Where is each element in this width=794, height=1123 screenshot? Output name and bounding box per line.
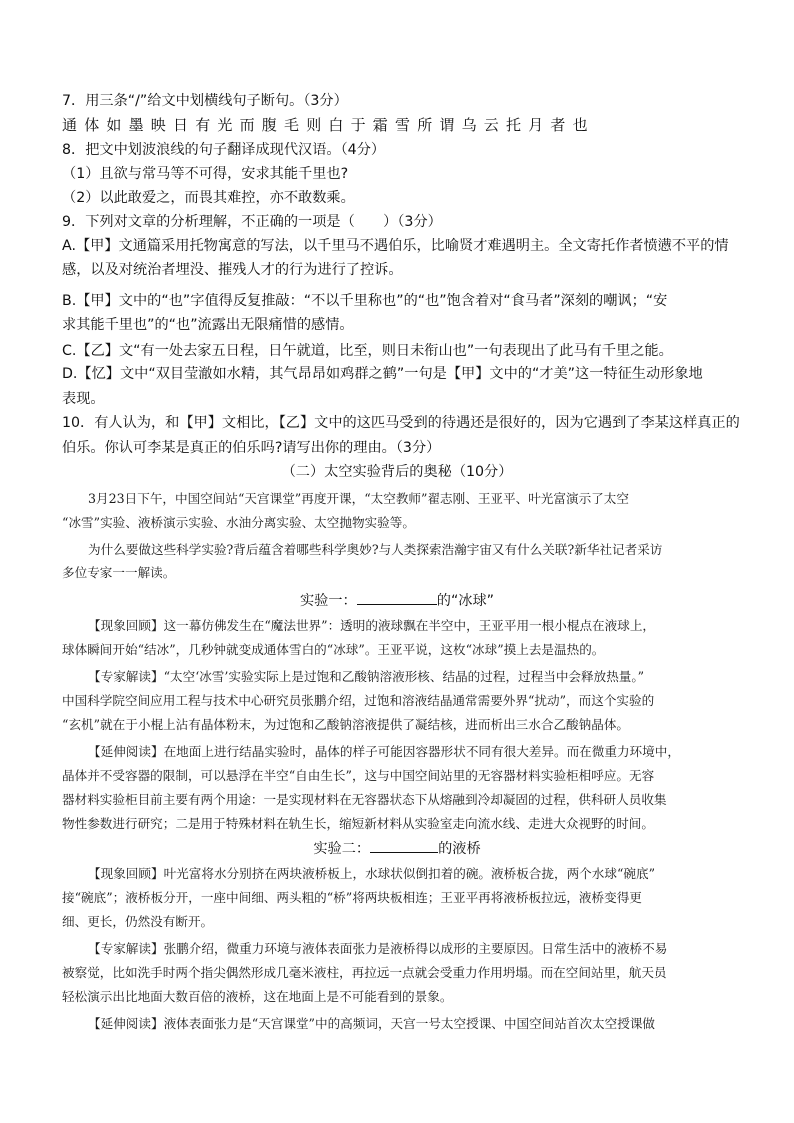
q9-option-b: B.【甲】文中的“也”字值得反复推敲：“不以千里称也”的“也”饱含着对“食马者”深刻的嘲讽；“安 bbox=[62, 293, 668, 309]
exp1-title-prefix: 实验一： bbox=[299, 593, 357, 609]
intro-line-3: 为什么要做这些科学实验?背后蕴含着哪些科学奥妙?与人类探索浩瀚宇宙又有什么关联?新华社记者采访 bbox=[88, 542, 663, 557]
exp1-observation-1: 【现象回顾】这一幕仿佛发生在“魔法世界”：透明的液球飘在半空中，王亚平用一根小棍点在液球上， bbox=[88, 618, 656, 633]
q9-option-d: D.【忆】文中“双目莹澈如水精，其气昂昂如鸡群之鹤”一句是【甲】文中的“才美”这一特征生动形象地 bbox=[62, 366, 703, 382]
exp2-observation-3: 细、更长，仍然没有断开。 bbox=[62, 914, 214, 929]
exp2-title bbox=[0, 838, 794, 859]
exp1-expert-1: 【专家解读】“太空‘冰雪’实验实际上是过饱和乙酸钠溶液形核、结晶的过程，过程当中会释放热量。” bbox=[88, 669, 645, 684]
section2-heading: （二）太空实验背后的奥秘（10分） bbox=[281, 464, 513, 480]
exp1-extended-2: 晶体并不受容器的限制，可以悬浮在半空“自由生长”，这与中国空间站里的无容器材料实验柜相呼应。无容 bbox=[62, 768, 655, 783]
q10-line-2: 伯乐。你认可李某是真正的伯乐吗?请写出你的理由。（3分） bbox=[62, 440, 441, 456]
q10-line-1: 10．有人认为，和【甲】文相比，【乙】文中的这匹马受到的待遇还是很好的，因为它遇到了李某这样真正的 bbox=[62, 415, 740, 431]
exp1-extended-1: 【延伸阅读】在地面上进行结晶实验时，晶体的样子可能因容器形状不同有很大差异。而在微重力环境中， bbox=[88, 744, 680, 759]
q9-option-b-cont: 求其能千里也”的“也”流露出无限痛惜的感情。 bbox=[62, 317, 354, 333]
exp1-observation-2: 球体瞬间开始“结冰”，几秒钟就变成通体雪白的“冰球”。王亚平说，这枚“冰球”摸上去是温热的。 bbox=[62, 642, 605, 657]
exp2-extended-1: 【延伸阅读】液体表面张力是“天宫课堂”中的高频词，天宫一号太空授课、中国空间站首次太空授课做 bbox=[88, 1016, 656, 1031]
q8-title: 8．把文中划波浪线的句子翻译成现代汉语。（4分） bbox=[62, 142, 386, 158]
q9-option-c: C.【乙】文“有一处去家五日程，日午就道，比至，则日未衔山也”一句表现出了此马有千里之能。 bbox=[62, 343, 673, 359]
q7-title: 7．用三条“/”给文中划横线句子断句。（3分） bbox=[62, 93, 348, 109]
exp1-expert-2: 中国科学院空间应用工程与技术中心研究员张鹏介绍，过饱和溶液结晶通常需要外界“扰动”，而这个实验的 bbox=[62, 693, 655, 708]
q9-option-d-cont: 表现。 bbox=[62, 391, 105, 407]
q8-item-2: （2）以此敢爱之，而畏其难控，亦不敢数乘。 bbox=[62, 190, 355, 206]
exp1-extended-3: 器材料实验柜目前主要有两个用途：一是实现材料在无容器状态下从熔融到冷却凝固的过程，供科研人员收集 bbox=[62, 792, 667, 807]
q9-title: 9．下列对文章的分析理解，不正确的一项是（ ）（3分） bbox=[62, 214, 442, 230]
exp1-extended-4: 物性参数进行研究；二是用于特殊材料在轨生长，缩短新材料从实验室走向流水线、走进大众视野的时间。 bbox=[62, 816, 654, 831]
exp2-expert-2: 被察觉，比如洗手时两个指尖偶然形成几毫米液柱，再拉远一点就会受重力作用坍塌。而在空间站里，航天员 bbox=[62, 965, 667, 980]
exp2-observation-1: 【现象回顾】叶光富将水分别挤在两块液桥板上，水球状似倒扣着的碗。液桥板合拢，两个水球“碗底” bbox=[88, 866, 656, 881]
intro-line-4: 多位专家一一解读。 bbox=[62, 565, 176, 580]
exp2-observation-2: 接“碗底”；液桥板分开，一座中间细、两头粗的“桥”将两块板相连；王亚平再将液桥板拉远，液桥变得更 bbox=[62, 890, 642, 905]
q8-item-1: （1）且欲与常马等不可得，安求其能千里也? bbox=[62, 166, 349, 182]
q7-sentence: 通体如墨映日有光而腹毛则白于霜雪所谓乌云托月者也 bbox=[62, 116, 595, 134]
intro-line-1: 3月23日下午，中国空间站“天宫课堂”再度开课，“太空教师”翟志刚、王亚平、叶光富演示了太空 bbox=[88, 491, 629, 506]
exp2-expert-3: 轻松演示出比地面大数百倍的液桥，这在地面上是不可能看到的景象。 bbox=[62, 989, 453, 1004]
exp2-answer-blank[interactable] bbox=[370, 838, 438, 853]
exp1-title-suffix: 的“冰球” bbox=[436, 593, 495, 609]
q9-option-a: A.【甲】文通篇采用托物寓意的写法，以千里马不遇伯乐，比喻贤才难遇明主。全文寄托作者愤懑不平的情 bbox=[62, 238, 729, 254]
exp2-expert-1: 【专家解读】张鹏介绍，微重力环境与液体表面张力是液桥得以成形的主要原因。日常生活中的液桥不易 bbox=[88, 941, 668, 956]
exp1-title bbox=[0, 590, 794, 611]
exp1-answer-blank[interactable] bbox=[357, 590, 437, 605]
q9-option-a-cont: 感，以及对统治者埋没、摧残人才的行为进行了控诉。 bbox=[62, 262, 403, 278]
intro-line-2: “冰雪”实验、液桥演示实验、水油分离实验、太空抛物实验等。 bbox=[62, 515, 415, 530]
exp2-title-suffix: 的液桥 bbox=[438, 841, 481, 857]
exp1-expert-3: “玄机”就在于小棍上沾有晶体粉末，为过饱和乙酸钠溶液提供了凝结核，进而析出三水合乙酸钠晶体。 bbox=[62, 717, 630, 732]
exp2-title-prefix: 实验二： bbox=[313, 841, 371, 857]
